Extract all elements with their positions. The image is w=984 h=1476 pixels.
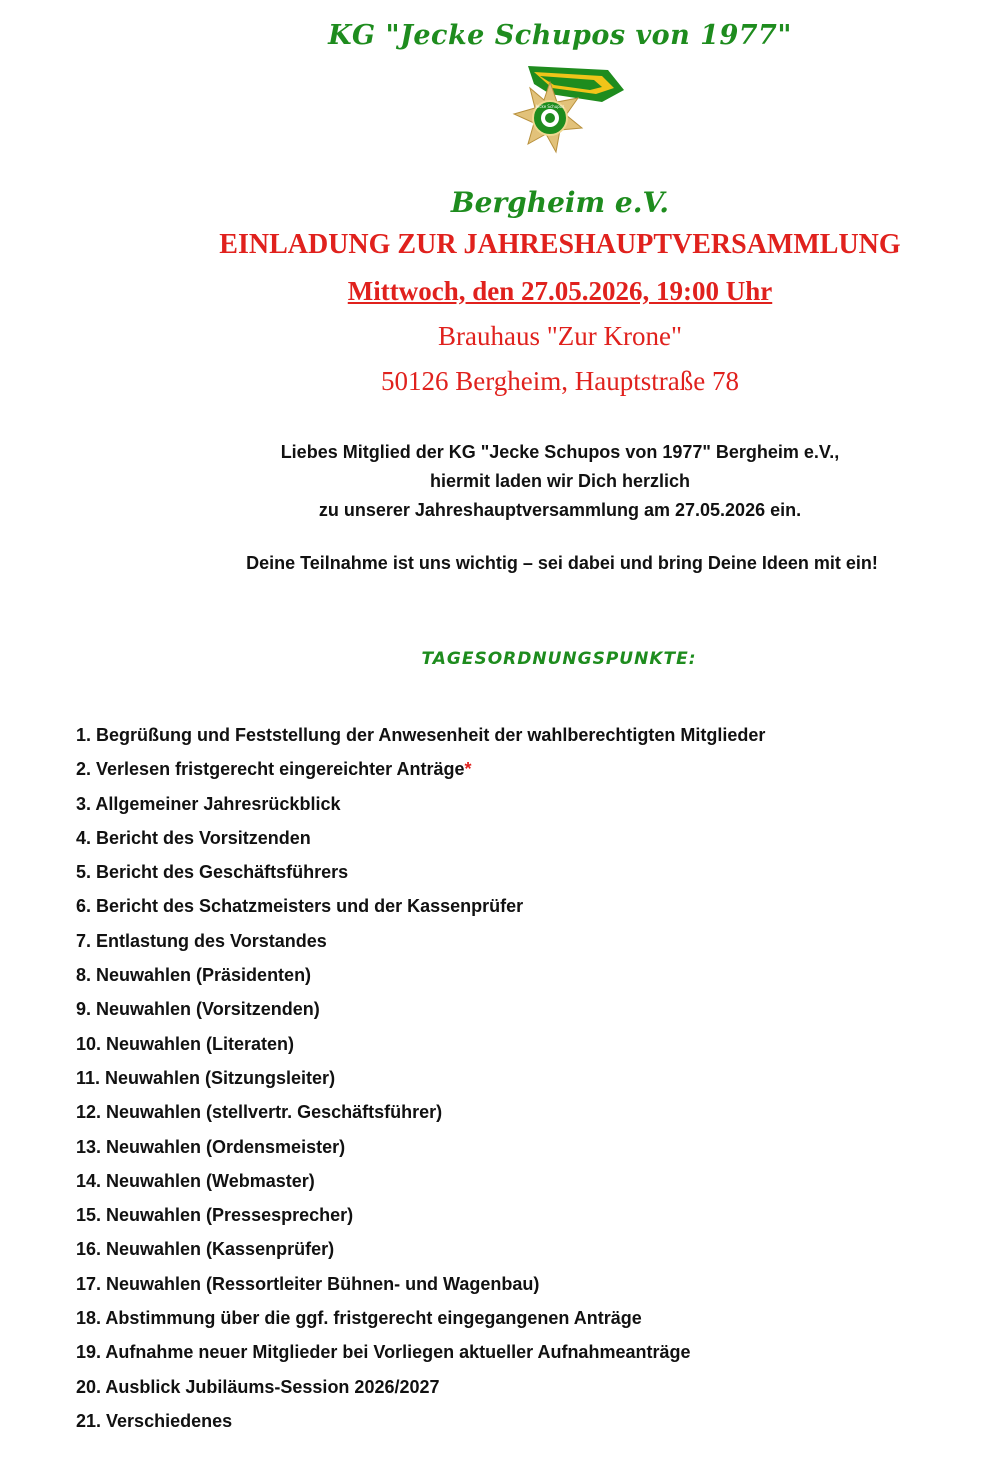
agenda-item: 6. Bericht des Schatzmeisters und der Kassenprüfer — [76, 896, 524, 917]
greeting-line: Liebes Mitglied der KG "Jecke Schupos von 1977" Bergheim e.V., — [280, 442, 840, 462]
agenda-item: 3. Allgemeiner Jahresrückblick — [76, 793, 341, 814]
agenda-item: 11. Neuwahlen (Sitzungsleiter) — [76, 1067, 336, 1088]
closing-line: Deine Teilnahme ist uns wichtig – sei dabei und bring Deine Ideen mit ein! — [246, 553, 878, 573]
agenda-item: 21. Verschiedenes — [76, 1410, 233, 1431]
agenda-item: 18. Abstimmung über die ggf. fristgerecht eingegangenen Anträge — [76, 1308, 642, 1329]
club-location: Bergheim e.V. — [450, 186, 670, 219]
agenda-item: 1. Begrüßung und Feststellung der Anwesenheit der wahlberechtigten Mitglieder — [76, 725, 766, 745]
agenda-item: 14. Neuwahlen (Webmaster) — [76, 1170, 315, 1191]
greeting-line: zu unserer Jahreshauptversammlung am 27.05.2026 ein. — [318, 500, 802, 520]
meeting-date: Mittwoch, den 27.05.2026, 19:00 Uhr — [347, 276, 773, 306]
agenda-item: 10. Neuwahlen (Literaten) — [76, 1033, 295, 1054]
agenda-item: 2. Verlesen fristgerecht eingereichter Anträge* — [76, 759, 472, 780]
agenda-item: 13. Neuwahlen (Ordensmeister) — [76, 1136, 346, 1157]
agenda-item: 5. Bericht des Geschäftsführers — [76, 862, 349, 883]
agenda-item: 9. Neuwahlen (Vorsitzenden) — [76, 999, 320, 1020]
agenda-item: 8. Neuwahlen (Präsidenten) — [76, 965, 312, 986]
agenda-item: 4. Bericht des Vorsitzenden — [76, 827, 311, 848]
agenda-item: 17. Neuwahlen (Ressortleiter Bühnen- und Wagenbau) — [76, 1273, 540, 1294]
agenda-item: 19. Aufnahme neuer Mitglieder bei Vorliegen aktueller Aufnahmeanträge — [76, 1342, 691, 1363]
agenda-item: 15. Neuwahlen (Pressesprecher) — [76, 1205, 354, 1226]
greeting — [0, 438, 984, 525]
agenda-item: 20. Ausblick Jubiläums-Session 2026/2027 — [76, 1376, 440, 1397]
asterisk-marker: * — [464, 759, 472, 780]
agenda-heading: TAGESORDNUNGSPUNKTE: — [421, 649, 697, 669]
greeting-line: hiermit laden wir Dich herzlich — [429, 471, 691, 491]
club-name: KG "Jecke Schupos von 1977" — [328, 20, 792, 51]
agenda-list — [76, 721, 765, 1441]
agenda-item: 12. Neuwahlen (stellvertr. Geschäftsführer) — [76, 1102, 443, 1123]
logo-text: Jecke Schupos — [535, 104, 565, 109]
venue-address: 50126 Bergheim, Hauptstraße 78 — [381, 366, 739, 396]
agenda-item: 7. Entlastung des Vorstandes — [76, 930, 327, 951]
club-logo — [490, 60, 630, 164]
venue-name: Brauhaus "Zur Krone" — [438, 321, 682, 351]
invitation-title: EINLADUNG ZUR JAHRESHAUPTVERSAMMLUNG — [219, 229, 901, 260]
agenda-item: 16. Neuwahlen (Kassenprüfer) — [76, 1239, 335, 1260]
